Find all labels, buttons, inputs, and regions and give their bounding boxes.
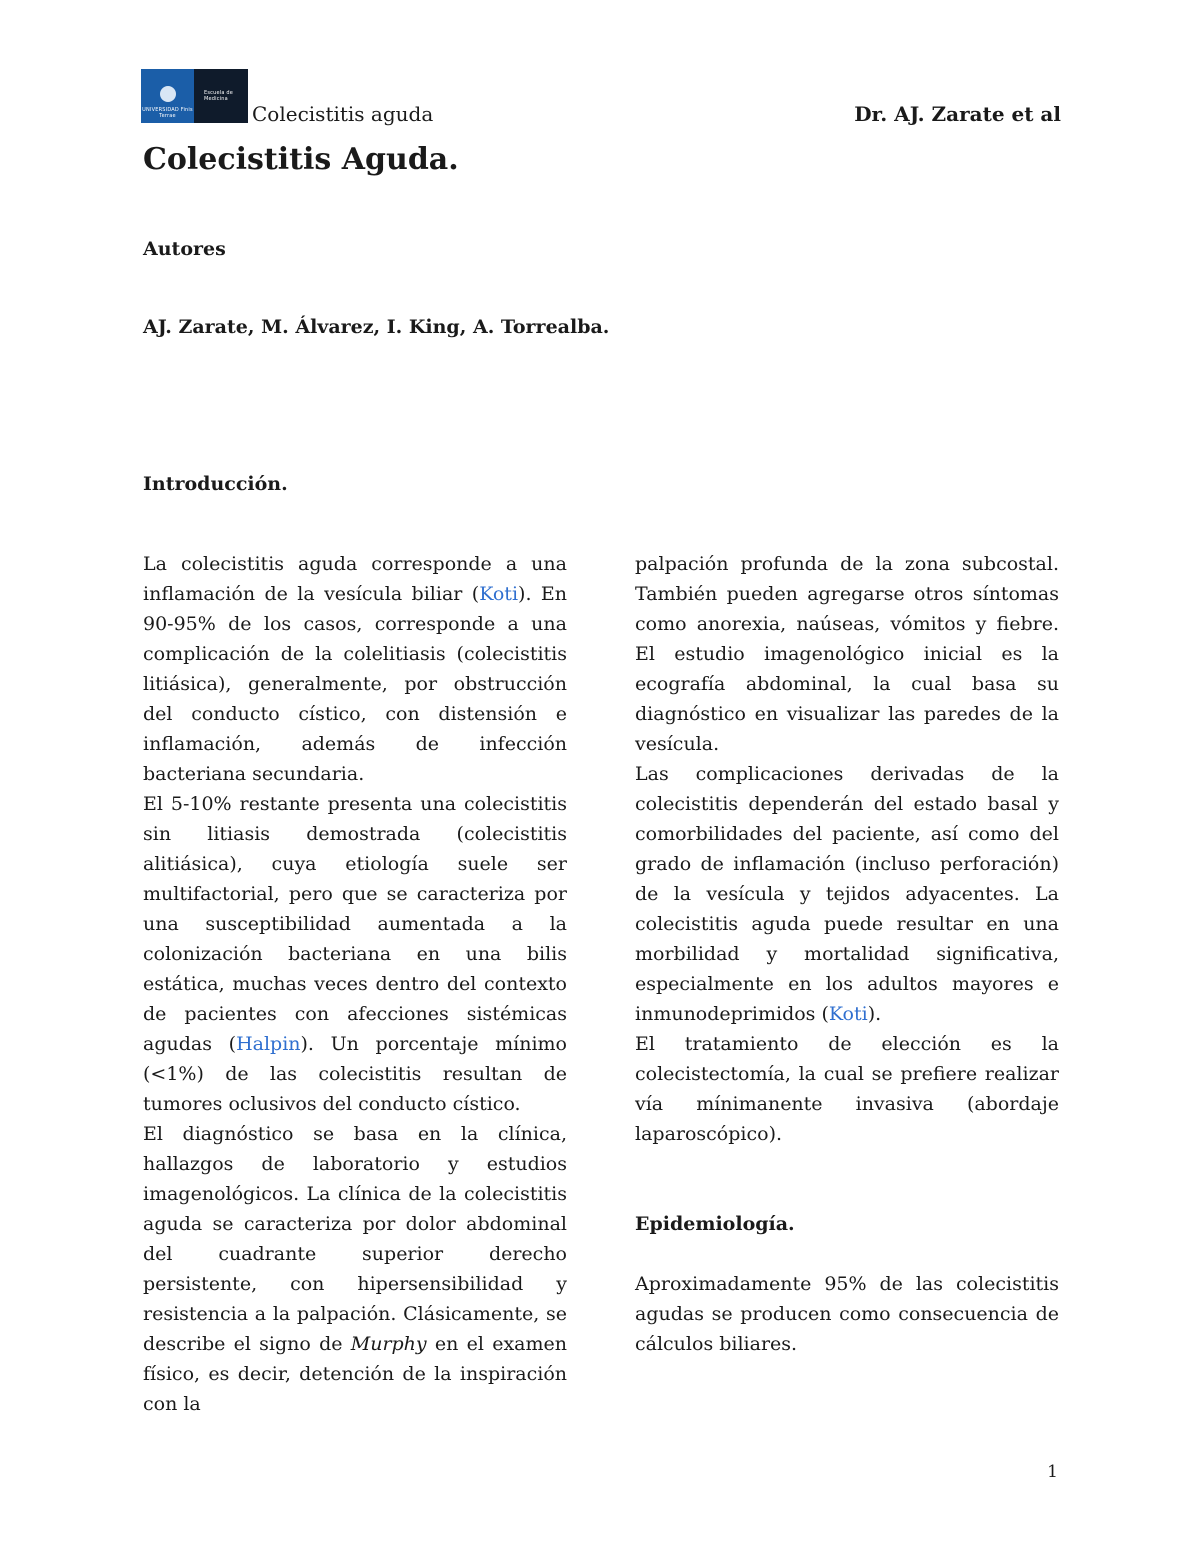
paragraph-text: en el examen físico, es decir, detención de la inspiración con la (143, 1333, 567, 1415)
paragraph (143, 1119, 567, 1419)
paragraph-text: La colecistitis aguda corresponde a una inflamación de la vesícula biliar ( (143, 553, 567, 605)
emphasis-text: Murphy (350, 1333, 427, 1355)
paragraph-text: El 5-10% restante presenta una colecistitis sin litiasis demostrada (colecistitis alitiásica), cuya etiología suele ser multifactorial, pero que se caracteriza por una susceptibilidad aumentada a la colonización bacteriana en una bilis estática, muchas veces dentro del contexto de pacientes con afecciones sistémicas agudas ( (143, 793, 567, 1055)
paragraph (143, 549, 567, 789)
body-column-right (635, 549, 1059, 1359)
logo-school-panel (194, 69, 248, 123)
running-header-title: Colecistitis aguda (252, 102, 434, 126)
paragraph (635, 759, 1059, 1029)
university-emblem-icon (160, 86, 176, 102)
running-header-author: Dr. AJ. Zarate et al (854, 102, 1061, 126)
paragraph-text: ). En 90-95% de los casos, corresponde a una complicación de la colelitiasis (colecistitis litiásica), generalmente, por obstrucción del conducto cístico, con distensión e inflamación, además de infección bacteriana secundaria. (143, 583, 567, 785)
citation-link[interactable]: Koti (479, 583, 519, 605)
authors-list: AJ. Zarate, M. Álvarez, I. King, A. Torrealba. (143, 316, 610, 338)
logo-university-text: UNIVERSIDAD Finis Terrae (142, 107, 193, 119)
section-heading-epidemiology: Epidemiología. (635, 1213, 795, 1235)
logo-university-panel (141, 69, 194, 123)
section-heading-introduction: Introducción. (143, 473, 288, 495)
authors-label: Autores (143, 238, 226, 260)
paragraph: Aproximadamente 95% de las colecistitis agudas se producen como consecuencia de cálculos biliares. (635, 1273, 1059, 1355)
paragraph-text: ). Un porcentaje mínimo (<1%) de las colecistitis resultan de tumores oclusivos del conducto cístico. (143, 1033, 568, 1115)
document-title: Colecistitis Aguda. (143, 142, 459, 177)
paragraph-text: El diagnóstico se basa en la clínica, hallazgos de laboratorio y estudios imagenológicos. La clínica de la colecistitis aguda se caracteriza por dolor abdominal del cuadrante superior derecho persistente, con hipersensibilidad y resistencia a la palpación. Clásicamente, se describe el signo de (143, 1123, 567, 1355)
university-logo (141, 69, 248, 123)
body-column-left (143, 549, 567, 1419)
paragraph: El tratamiento de elección es la colecistectomía, la cual se prefiere realizar vía mínimanente invasiva (abordaje laparoscópico). (635, 1033, 1059, 1145)
paragraph-text: ). (867, 1003, 882, 1025)
citation-link[interactable]: Koti (828, 1003, 868, 1025)
logo-school-text: Escuela de Medicina (204, 90, 234, 102)
paragraph-text: Las complicaciones derivadas de la colecistitis dependerán del estado basal y comorbilidades del paciente, así como del grado de inflamación (incluso perforación) de la vesícula y tejidos adyacentes. La colecistitis aguda puede resultar en una morbilidad y mortalidad significativa, especialmente en los adultos mayores e inmunodeprimidos ( (635, 763, 1059, 1025)
page-number: 1 (1047, 1462, 1058, 1482)
paragraph: palpación profunda de la zona subcostal. También pueden agregarse otros síntomas como anorexia, naúseas, vómitos y fiebre. El estudio imagenológico inicial es la ecografía abdominal, la cual basa su diagnóstico en visualizar las paredes de la vesícula. (635, 553, 1059, 755)
paragraph (143, 789, 567, 1119)
citation-link[interactable]: Halpin (236, 1033, 301, 1055)
